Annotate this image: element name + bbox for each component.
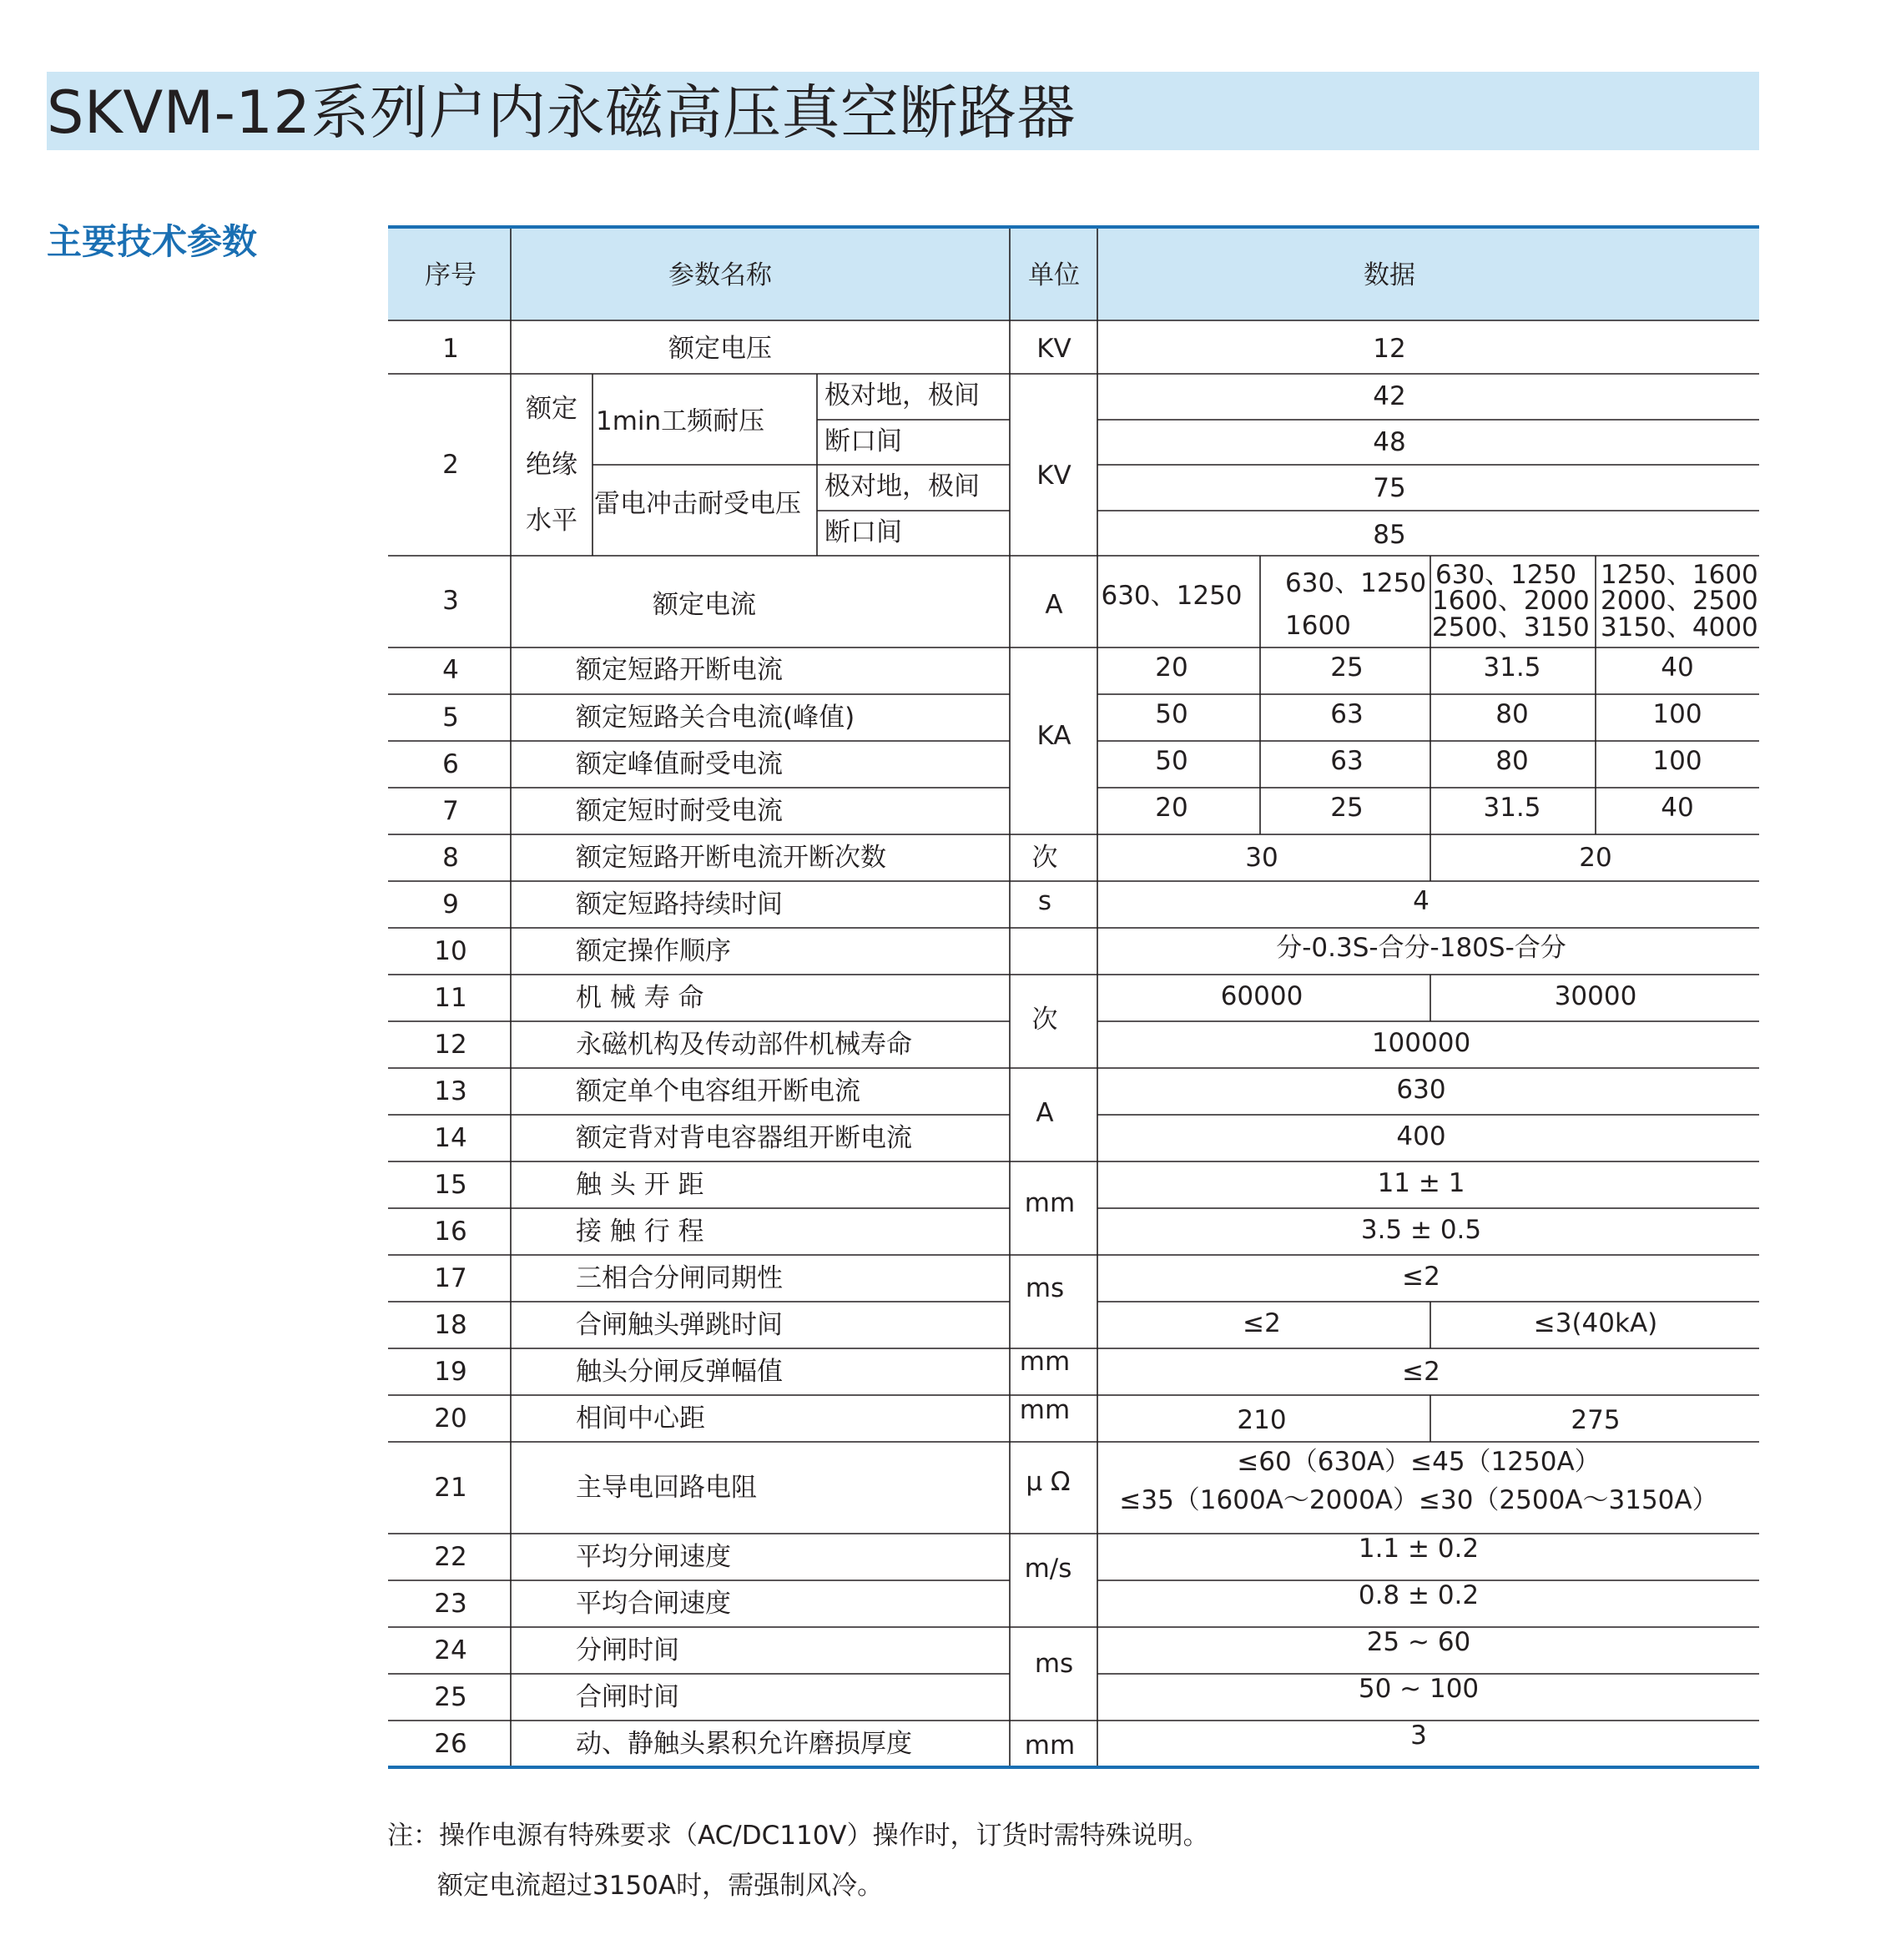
row3-c4c: 3150、4000 bbox=[1601, 612, 1758, 642]
header-name: 参数名称 bbox=[668, 260, 772, 290]
row12-no: 12 bbox=[434, 1030, 467, 1060]
row15-value: 11 ± 1 bbox=[1377, 1168, 1465, 1198]
row7-v2: 25 bbox=[1330, 793, 1364, 823]
header-unit: 单位 bbox=[1028, 260, 1080, 290]
row1-no: 1 bbox=[442, 334, 459, 364]
row11-v1: 60000 bbox=[1220, 981, 1303, 1011]
row3-c1: 630、1250 bbox=[1101, 581, 1243, 611]
row19-no: 19 bbox=[434, 1357, 467, 1387]
row10-name: 额定操作顺序 bbox=[576, 936, 731, 966]
row9-unit: s bbox=[1037, 886, 1052, 916]
row4-v1: 20 bbox=[1155, 652, 1188, 683]
section-heading: 主要技术参数 bbox=[47, 221, 258, 262]
row7-name: 额定短时耐受电流 bbox=[576, 796, 783, 826]
row5-v2: 63 bbox=[1330, 699, 1364, 729]
note-line-2: 额定电流超过3150A时，需强制风冷。 bbox=[437, 1871, 884, 1901]
row5-v4: 100 bbox=[1652, 699, 1702, 729]
row4-name: 额定短路开断电流 bbox=[576, 655, 783, 685]
row3-c4b: 2000、2500 bbox=[1601, 586, 1758, 616]
row15-no: 15 bbox=[434, 1170, 467, 1200]
row2-sub2: 雷电冲击耐受电压 bbox=[594, 489, 801, 519]
row3-c3a: 630、1250 bbox=[1435, 560, 1577, 590]
row3-unit: A bbox=[1045, 590, 1063, 620]
row24-no: 24 bbox=[434, 1635, 467, 1665]
row24-value: 25 ~ 60 bbox=[1366, 1627, 1471, 1657]
row4-v3: 31.5 bbox=[1483, 652, 1541, 683]
row24-25-unit: ms bbox=[1034, 1649, 1074, 1679]
row22-no: 22 bbox=[434, 1542, 467, 1572]
row25-no: 25 bbox=[434, 1682, 467, 1712]
row5-v1: 50 bbox=[1155, 699, 1188, 729]
row21-no: 21 bbox=[434, 1473, 467, 1503]
row21-unit: μ Ω bbox=[1026, 1467, 1071, 1497]
row6-name: 额定峰值耐受电流 bbox=[576, 749, 783, 779]
row1-name: 额定电压 bbox=[668, 334, 772, 364]
row4-no: 4 bbox=[442, 655, 459, 685]
row5-name: 额定短路关合电流(峰值) bbox=[576, 703, 855, 733]
row26-unit: mm bbox=[1024, 1731, 1076, 1761]
row14-name: 额定背对背电容器组开断电流 bbox=[576, 1123, 912, 1153]
row3-c3c: 2500、3150 bbox=[1432, 612, 1590, 642]
row3-no: 3 bbox=[442, 586, 459, 616]
row21-line1: ≤60（630A）≤45（1250A） bbox=[1237, 1447, 1601, 1477]
row11-12-unit: 次 bbox=[1031, 1005, 1058, 1035]
row7-v3: 31.5 bbox=[1483, 793, 1541, 823]
row20-name: 相间中心距 bbox=[576, 1403, 705, 1433]
row19-value: ≤2 bbox=[1402, 1357, 1440, 1387]
row9-no: 9 bbox=[442, 889, 459, 920]
row2-group-2: 绝缘 bbox=[526, 450, 577, 480]
row21-line2: ≤35（1600A～2000A）≤30（2500A～3150A） bbox=[1119, 1485, 1718, 1515]
row11-v2: 30000 bbox=[1554, 981, 1637, 1011]
row7-no: 7 bbox=[442, 796, 459, 826]
row6-no: 6 bbox=[442, 749, 459, 779]
row8-unit: 次 bbox=[1031, 843, 1058, 873]
row2-pp-2: 极对地，极间 bbox=[824, 471, 980, 501]
table-text bbox=[425, 260, 1758, 1761]
row3-name: 额定电流 bbox=[653, 590, 756, 620]
row2-v1: 42 bbox=[1373, 381, 1406, 411]
row24-name: 分闸时间 bbox=[576, 1635, 679, 1665]
row3-c2b: 1600 bbox=[1285, 611, 1351, 641]
row17-name: 三相合分闸同期性 bbox=[576, 1263, 783, 1293]
row4-v4: 40 bbox=[1661, 652, 1694, 683]
row25-value: 50 ~ 100 bbox=[1358, 1674, 1480, 1704]
row19-unit: mm bbox=[1019, 1347, 1071, 1377]
row3-c2a: 630、1250 bbox=[1285, 568, 1427, 598]
row10-value: 分-0.3S-合分-180S-合分 bbox=[1276, 933, 1566, 963]
row13-value: 630 bbox=[1396, 1075, 1446, 1105]
row2-unit: KV bbox=[1036, 461, 1072, 491]
row5-v3: 80 bbox=[1495, 699, 1529, 729]
row17-18-unit: ms bbox=[1025, 1273, 1065, 1303]
row18-v1: ≤2 bbox=[1243, 1308, 1281, 1338]
row6-v4: 100 bbox=[1652, 746, 1702, 776]
row6-v2: 63 bbox=[1330, 746, 1364, 776]
row20-v1: 210 bbox=[1237, 1405, 1287, 1435]
row6-v3: 80 bbox=[1495, 746, 1529, 776]
row13-no: 13 bbox=[434, 1076, 467, 1106]
row11-name: 机 械 寿 命 bbox=[576, 983, 704, 1013]
row11-no: 11 bbox=[434, 983, 467, 1013]
row14-no: 14 bbox=[434, 1123, 467, 1153]
row22-value: 1.1 ± 0.2 bbox=[1358, 1534, 1480, 1564]
row23-value: 0.8 ± 0.2 bbox=[1358, 1580, 1480, 1610]
row15-name: 触 头 开 距 bbox=[576, 1170, 704, 1200]
row26-value: 3 bbox=[1410, 1721, 1427, 1751]
row2-v3: 75 bbox=[1373, 473, 1406, 503]
row23-no: 23 bbox=[434, 1589, 467, 1619]
row22-23-unit: m/s bbox=[1024, 1554, 1072, 1584]
row19-name: 触头分闸反弹幅值 bbox=[576, 1357, 783, 1387]
row17-value: ≤2 bbox=[1402, 1262, 1440, 1292]
row2-sub1: 1min工频耐压 bbox=[596, 406, 765, 436]
header-no: 序号 bbox=[425, 260, 477, 290]
row9-name: 额定短路持续时间 bbox=[576, 889, 783, 920]
row3-c4a: 1250、1600 bbox=[1601, 560, 1758, 590]
row26-no: 26 bbox=[434, 1729, 467, 1759]
row12-name: 永磁机构及传动部件机械寿命 bbox=[576, 1030, 912, 1060]
row4-7-unit: KA bbox=[1036, 721, 1072, 751]
row23-name: 平均合闸速度 bbox=[576, 1589, 731, 1619]
row12-value: 100000 bbox=[1371, 1028, 1471, 1058]
row4-v2: 25 bbox=[1330, 652, 1364, 683]
row16-value: 3.5 ± 0.5 bbox=[1360, 1215, 1482, 1245]
row2-gap-2: 断口间 bbox=[824, 517, 902, 547]
row2-group-3: 水平 bbox=[526, 506, 577, 536]
row17-no: 17 bbox=[434, 1263, 467, 1293]
row5-no: 5 bbox=[442, 703, 459, 733]
row8-v1: 30 bbox=[1245, 843, 1278, 873]
row7-v1: 20 bbox=[1155, 793, 1188, 823]
page-title: SKVM-12系列户内永磁高压真空断路器 bbox=[47, 78, 1076, 147]
row2-group-1: 额定 bbox=[526, 394, 577, 424]
row3-c3b: 1600、2000 bbox=[1432, 586, 1590, 616]
row1-unit: KV bbox=[1036, 334, 1072, 364]
row13-name: 额定单个电容组开断电流 bbox=[576, 1076, 860, 1106]
row7-v4: 40 bbox=[1661, 793, 1694, 823]
row16-name: 接 触 行 程 bbox=[576, 1217, 704, 1247]
row22-name: 平均分闸速度 bbox=[576, 1542, 731, 1572]
row2-gap-1: 断口间 bbox=[824, 426, 902, 456]
row8-name: 额定短路开断电流开断次数 bbox=[576, 843, 886, 873]
row20-v2: 275 bbox=[1571, 1405, 1621, 1435]
row10-no: 10 bbox=[434, 936, 467, 966]
row20-no: 20 bbox=[434, 1403, 467, 1433]
row2-v2: 48 bbox=[1373, 427, 1406, 457]
row20-unit: mm bbox=[1019, 1395, 1071, 1425]
row14-value: 400 bbox=[1396, 1121, 1446, 1151]
row15-16-unit: mm bbox=[1024, 1188, 1076, 1218]
row9-value: 4 bbox=[1413, 886, 1430, 916]
row8-v2: 20 bbox=[1579, 843, 1612, 873]
row8-no: 8 bbox=[442, 843, 459, 873]
row6-v1: 50 bbox=[1155, 746, 1188, 776]
row18-v2: ≤3(40kA) bbox=[1533, 1308, 1658, 1338]
row18-no: 18 bbox=[434, 1310, 467, 1340]
row2-pp-1: 极对地，极间 bbox=[824, 380, 980, 411]
row1-value: 12 bbox=[1373, 334, 1406, 364]
row13-14-unit: A bbox=[1036, 1098, 1054, 1128]
note-line-1: 注：操作电源有特殊要求（AC/DC110V）操作时，订货时需特殊说明。 bbox=[387, 1821, 1209, 1851]
row21-name: 主导电回路电阻 bbox=[576, 1473, 757, 1503]
row2-no: 2 bbox=[442, 450, 459, 480]
row2-v4: 85 bbox=[1373, 520, 1406, 550]
row25-name: 合闸时间 bbox=[576, 1682, 679, 1712]
header-data: 数据 bbox=[1364, 260, 1415, 290]
row26-name: 动、静触头累积允许磨损厚度 bbox=[576, 1729, 912, 1759]
row18-name: 合闸触头弹跳时间 bbox=[576, 1310, 783, 1340]
row16-no: 16 bbox=[434, 1217, 467, 1247]
